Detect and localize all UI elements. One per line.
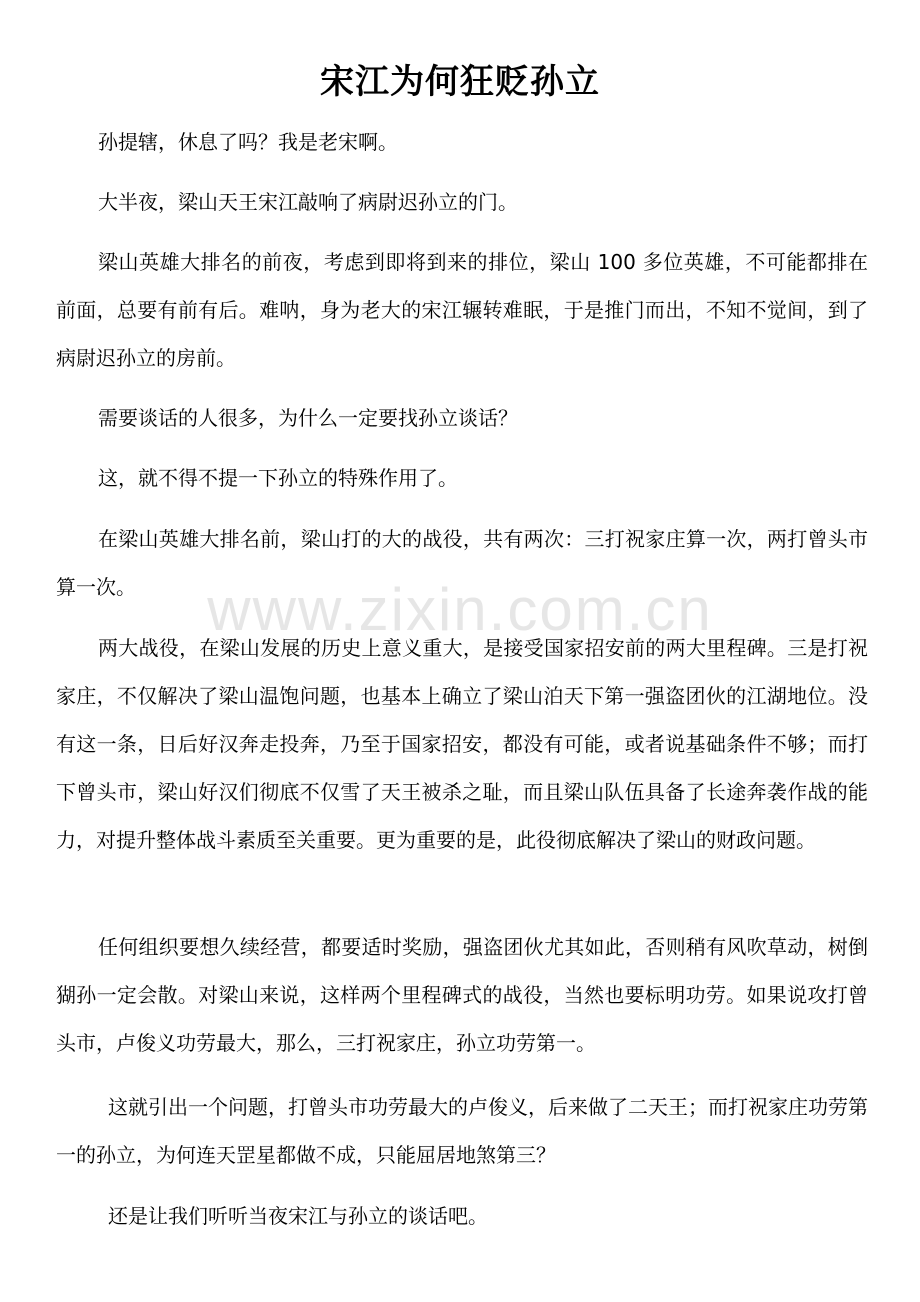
paragraph-10: 还是让我们听听当夜宋江与孙立的谈话吧。 xyxy=(108,1204,488,1228)
page-title: 宋江为何狂贬孙立 xyxy=(320,62,600,102)
paragraph-5: 这，就不得不提一下孙立的特殊作用了。 xyxy=(98,466,458,490)
paragraph-6: 在梁山英雄大排名前，梁山打的大的战役，共有两次：三打祝家庄算一次，两打曾头市算一次。 xyxy=(56,527,868,599)
paragraph-1: 孙提辖，休息了吗？我是老宋啊。 xyxy=(98,130,398,154)
paragraph-8: 任何组织要想久续经营，都要适时奖励，强盗团伙尤其如此，否则稍有风吹草动，树倒猢孙一定会散。对梁山来说，这样两个里程碑式的战役，当然也要标明功劳。如果说攻打曾头市，卢俊义功劳最大，那么，三打祝家庄，孙立功劳第一。 xyxy=(56,935,868,1055)
paragraph-3: 梁山英雄大排名的前夜，考虑到即将到来的排位，梁山 100 多位英雄，不可能都排在前面，总要有前有后。难呐，身为老大的宋江辗转难眠，于是推门而出，不知不觉间，到了病尉迟孙立的房前。 xyxy=(56,250,868,370)
paragraph-4: 需要谈话的人很多，为什么一定要找孙立谈话？ xyxy=(98,406,518,430)
paragraph-9: 这就引出一个问题，打曾头市功劳最大的卢俊义，后来做了二天王；而打祝家庄功劳第一的孙立，为何连天罡星都做不成，只能屈居地煞第三？ xyxy=(56,1095,868,1167)
paragraph-7: 两大战役，在梁山发展的历史上意义重大，是接受国家招安前的两大里程碑。三是打祝家庄，不仅解决了梁山温饱问题，也基本上确立了梁山泊天下第一强盗团伙的江湖地位。没有这一条，日后好汉奔走投奔，乃至于国家招安，都没有可能，或者说基础条件不够；而打下曾头市，梁山好汉们彻底不仅雪了天王被杀之耻，而且梁山队伍具备了长途奔袭作战的能力，对提升整体战斗素质至关重要。更为重要的是，此役彻底解决了梁山的财政问题。 xyxy=(56,636,868,852)
watermark: www.zixin.com.cn xyxy=(207,576,713,643)
paragraph-2: 大半夜，梁山天王宋江敲响了病尉迟孙立的门。 xyxy=(98,190,518,214)
